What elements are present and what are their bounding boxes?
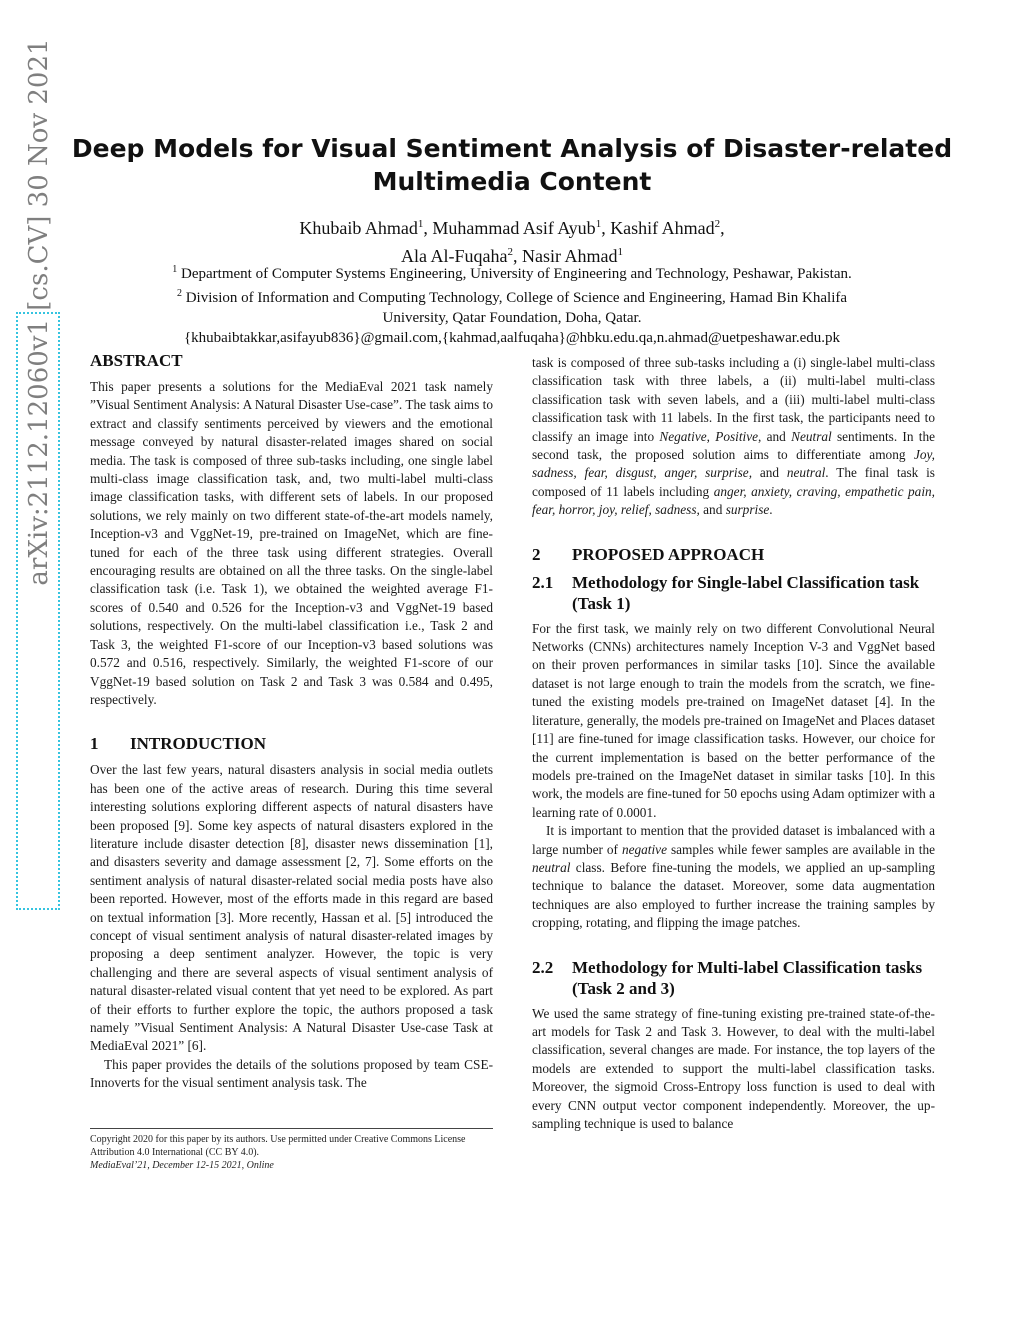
intro-paragraph-2: This paper provides the details of the solutions proposed by team CSE-Innoverts for the visual sentiment analysis task. The [90, 1056, 493, 1091]
author-affil-mark: 2 [714, 218, 721, 230]
subsection-title: Methodology for Single-label Classification task (Task 1) [572, 572, 920, 613]
approach-paragraph-2: It is important to mention that the provided dataset is imbalanced with a large number of negative samples while fewer samples are available in the neutral class. Before fine-tuning the models, we applied an up-sampling technique to balance the dataset. Moreover, some data augmentation techniques are also employed to further increase the training samples by cropping, rotating, and flipping the image patches. [532, 823, 935, 931]
section-title: PROPOSED APPROACH [572, 544, 765, 564]
author-name: Kashif Ahmad [610, 218, 715, 238]
author-affil-mark: 1 [417, 218, 424, 230]
affiliation-text: Department of Computer Systems Engineering, University of Engineering and Technology, Peshawar, Pakistan. [181, 266, 852, 282]
paper-title: Deep Models for Visual Sentiment Analysis of Disaster-related Multimedia Content [71, 134, 953, 196]
affiliations [60, 260, 964, 348]
left-column [90, 350, 493, 1093]
venue-text: MediaEval’21, December 12-15 2021, Online [90, 1160, 274, 1171]
copyright-footnote [90, 1128, 493, 1172]
section-number: 1 [90, 734, 99, 754]
author-emails: {khubaibtakkar,asifayub836}@gmail.com,{kahmad,aalfuqaha}@hbku.edu.qa,n.ahmad@uetpeshawar.edu.pk [183, 330, 841, 346]
subsection-heading-2-2 [532, 957, 935, 999]
author-separator: , [423, 218, 433, 238]
author-name: Nasir Ahmad [522, 246, 618, 266]
affiliation-2-cont: University, Qatar Foundation, Doha, Qatar. [382, 310, 642, 326]
author-name: Ala Al-Fuqaha [401, 246, 508, 266]
approach-paragraph-3: We used the same strategy of fine-tuning existing pre-trained state-of-the-art models for Task 2 and Task 3. However, to deal with the multi-label classification, several changes are made. For instance, the top layers of the models are extended to support the multi-label classification tasks. Moreover, the sigmoid Cross-Entropy loss function is used to deal with every CNN output vector component independently. Moreover, the up-sampling technique is used to balance [532, 1005, 935, 1131]
arxiv-identifier: arXiv:2112.12060v1 [cs.CV] 30 Nov 2021 [24, 38, 54, 586]
author-separator: , [601, 218, 611, 238]
abstract-heading: ABSTRACT [90, 351, 183, 370]
subsection-number: 2.2 [532, 957, 554, 977]
affiliation-2 [60, 284, 964, 308]
author-line-1 [60, 212, 964, 240]
subsection-heading-2-1 [532, 572, 935, 614]
affiliation-text: Division of Information and Computing Technology, College of Science and Engineering, Hamad Bin Khalifa [185, 290, 848, 306]
section-heading-approach [532, 544, 935, 566]
section-heading-introduction [90, 733, 493, 755]
affiliation-1 [60, 260, 964, 284]
author-separator: , [720, 218, 725, 238]
author-name: Khubaib Ahmad [299, 218, 418, 238]
intro-paragraph-1: Over the last few years, natural disasters analysis in social media outlets has been one of the active areas of research. During this time several interesting solutions exploring different aspects of natural disasters have been proposed [9]. Some key aspects of natural disasters explored in the literature include disaster detection [8], disaster news dissemination [1], and disasters severity and damage assessment [2, 7]. Some efforts on the sentiment analysis of natural disaster-related social media posts have also been reported. However, most of the efforts made in this regard are based on textual information [3]. More recently, Hassan et al. [5] introduced the concept of visual sentiment analysis of natural disaster-related images by proposing a deep sentiment analyzer. However, the topic is very challenging and there are several aspects of visual sentiment analysis of natural disaster-related visual content that yet need to be explored. As part of their efforts to further explore the topic, the authors proposed a task namely ”Visual Sentiment Analysis: A Natural Disaster Use-case Task at MediaEval 2021” [6]. [90, 762, 493, 1054]
author-separator: , [513, 246, 522, 266]
section-title: INTRODUCTION [130, 734, 267, 754]
subsection-number: 2.1 [532, 572, 554, 592]
author-affil-mark: 1 [617, 246, 623, 258]
right-column [532, 354, 935, 1133]
affiliation-mark: 1 [172, 264, 178, 275]
author-affil-mark: 1 [595, 218, 602, 230]
intro-continuation: task is composed of three sub-tasks including a (i) single-label multi-class classification task with three labels, a (ii) multi-label multi-class classification task with seven labels, and a (iii) multi-label multi-class classification task with 11 labels. In the first task, the participants need to classify an image into Negative, Positive, and Neutral sentiments. In the second task, the proposed solution aims to differentiate among Joy, sadness, fear, disgust, anger, surprise, and neutral. The final task is composed of 11 labels including anger, anxiety, craving, empathetic pain, fear, horror, joy, relief, sadness, and surprise. [532, 355, 935, 518]
approach-paragraph-1: For the first task, we mainly rely on two different Convolutional Neural Networks (CNNs) architectures namely Inception V-3 and VggNet based on their proven performances in similar tasks [10]. Since the available dataset is not large enough to train the models from the scratch, we fine-tuned the existing models pre-trained on ImageNet dataset [4]. In the literature, generally, the models pre-trained on ImageNet and Places dataset [11] are fine-tuned for image classification tasks. However, our choice for the current implementation is based on the better performance of the models pre-trained on the ImageNet dataset in similar tasks [10]. In this work, the models are fine-tuned for 50 epochs using Adam optimizer with a learning rate of 0.0001. [532, 620, 935, 820]
subsection-title: Methodology for Multi-label Classification tasks (Task 2 and 3) [572, 957, 923, 998]
affiliation-mark: 2 [176, 288, 182, 299]
copyright-text: Copyright 2020 for this paper by its authors. Use permitted under Creative Commons License Attribution 4.0 International (CC BY 4.0). [90, 1134, 466, 1158]
author-name: Muhammad Asif Ayub [432, 218, 596, 238]
abstract-text: This paper presents a solutions for the MediaEval 2021 task namely ”Visual Sentiment Analysis: A Natural Disaster Use-case”. The task aims to extract and classify sentiments perceived by viewers and the emotional message conveyed by natural disaster-related images shared on social media. The task is composed of three sub-tasks including, one single label multi-class image classification task, and, two multi-label multi-class image classification tasks, with different sets of labels. In our proposed solutions, we rely mainly on two different state-of-the-art models namely, Inception-v3 and VggNet-19, pre-trained on ImageNet, which are fine-tuned for each of the three task using different strategies. Overall encouraging results are obtained on all the three tasks. On the single-label classification task (i.e. Task 1), we obtained the weighted average F1-scores of 0.540 and 0.526 for the Inception-v3 and VggNet-19 based solutions, respectively. On the multi-label classification i.e., Task 2 and Task 3, the weighted F1-score of our Inception-v3 based solutions was 0.572 and 0.516, respectively. Similarly, the weighted F1-score of our VggNet-19 based solution on Task 2 and Task 3 was 0.584 and 0.495, respectively. [90, 379, 493, 707]
section-number: 2 [532, 544, 541, 564]
author-affil-mark: 2 [507, 246, 513, 258]
